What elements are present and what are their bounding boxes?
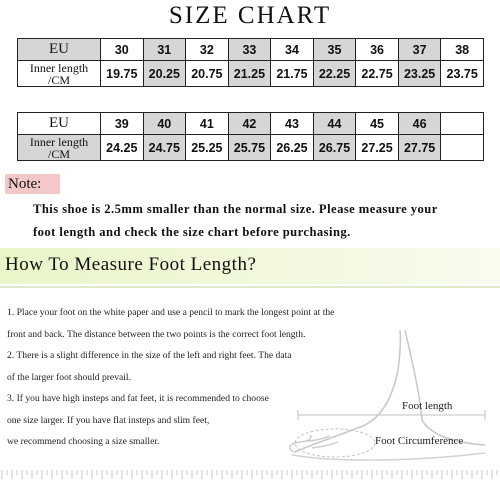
- step-line: 3. If you have high insteps and fat feet, it is recommended to choose: [7, 393, 269, 404]
- inner-length-header-line1: Inner length: [29, 60, 89, 75]
- size-cell: 41: [186, 113, 229, 135]
- size-cell: 36: [356, 39, 399, 61]
- step-line: front and back. The distance between the two points is the correct foot length.: [7, 328, 306, 340]
- length-cell: 22.75: [356, 61, 399, 87]
- length-cell: 25.75: [228, 135, 271, 161]
- length-cell: 26.25: [271, 135, 314, 161]
- inner-length-header-line2: /CM: [47, 146, 70, 161]
- note-line-1: This shoe is 2.5mm smaller than the normal size. Please measure your: [33, 202, 438, 216]
- size-cell: 33: [228, 39, 271, 61]
- size-cell: 30: [101, 39, 144, 61]
- size-cell: 40: [143, 113, 186, 135]
- step-line: 2. There is a slight difference in the size of the left and right feet. The data: [7, 350, 292, 361]
- foot-length-label: Foot length: [402, 400, 453, 412]
- size-cell: 35: [313, 39, 356, 61]
- foot-outline-icon: [295, 330, 485, 452]
- length-cell: 24.25: [101, 135, 144, 161]
- eu-header: EU: [18, 113, 101, 135]
- length-cell: 24.75: [143, 135, 186, 161]
- page-title: SIZE CHART: [168, 2, 332, 29]
- step-line: 1. Place your foot on the white paper and use a pencil to mark the longest point at the: [7, 307, 335, 318]
- note-text: [33, 198, 495, 244]
- empty-cell: [441, 135, 484, 161]
- size-cell: 46: [398, 113, 441, 135]
- length-cell: 25.25: [186, 135, 229, 161]
- size-cell: 32: [186, 39, 229, 61]
- inner-length-row: [18, 135, 484, 161]
- size-cell: 38: [441, 39, 484, 61]
- size-table-2: [17, 112, 484, 161]
- measure-title: How To Measure Foot Length?: [5, 254, 257, 275]
- eu-size-row: [18, 113, 484, 135]
- length-cell: 19.75: [101, 61, 144, 87]
- length-cell: 27.75: [398, 135, 441, 161]
- length-cell: 23.75: [441, 61, 484, 87]
- eu-header: EU: [18, 39, 101, 61]
- foot-illustration: [280, 325, 500, 470]
- inner-length-header: [18, 61, 101, 87]
- sole-outline-icon: [292, 453, 485, 460]
- length-cell: 20.25: [143, 61, 186, 87]
- length-cell: 20.75: [186, 61, 229, 87]
- inner-length-header-line2: /CM: [47, 72, 70, 87]
- inner-length-row: [18, 61, 484, 87]
- size-cell: 34: [271, 39, 314, 61]
- length-cell: 26.75: [313, 135, 356, 161]
- size-cell: 31: [143, 39, 186, 61]
- note-label: Note:: [5, 174, 60, 194]
- size-cell: 45: [356, 113, 399, 135]
- size-cell: 39: [101, 113, 144, 135]
- ruler-icon: [0, 470, 500, 486]
- measure-banner: [0, 248, 500, 284]
- length-cell: 22.25: [313, 61, 356, 87]
- empty-cell: [441, 113, 484, 135]
- length-cell: 23.25: [398, 61, 441, 87]
- length-cell: 27.25: [356, 135, 399, 161]
- inner-length-header-line1: Inner length: [29, 134, 89, 149]
- length-cell: 21.25: [228, 61, 271, 87]
- eu-size-row: [18, 39, 484, 61]
- size-cell: 42: [228, 113, 271, 135]
- size-cell: 37: [398, 39, 441, 61]
- note-line-2: foot length and check the size chart before purchasing.: [33, 225, 351, 239]
- size-table-1: [17, 38, 484, 87]
- banner-divider: [0, 286, 500, 288]
- size-cell: 44: [313, 113, 356, 135]
- length-cell: 21.75: [271, 61, 314, 87]
- step-line: we recommend choosing a size smaller.: [7, 436, 160, 447]
- foot-circumference-label: Foot Circumference: [375, 435, 464, 447]
- size-cell: 43: [271, 113, 314, 135]
- step-line: of the larger foot should prevail.: [7, 371, 131, 383]
- inner-length-header: [18, 135, 101, 161]
- step-line: one size larger. If you have flat insteps and slim feet,: [7, 414, 210, 426]
